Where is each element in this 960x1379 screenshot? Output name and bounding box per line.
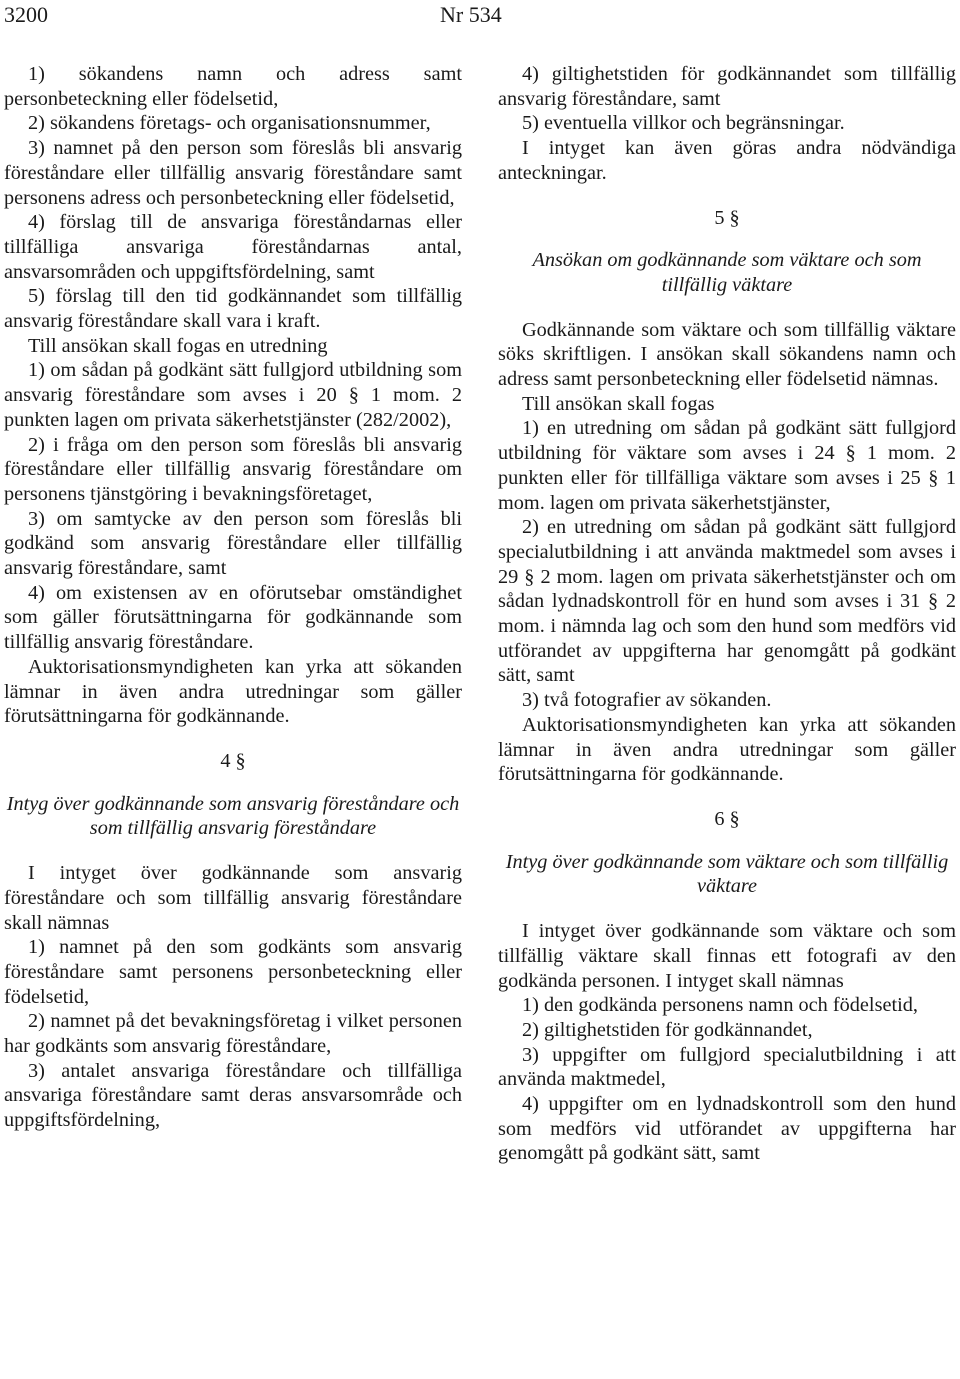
list-item: 2) giltighetstiden för godkännandet,: [522, 1018, 813, 1041]
list-item: 3) om samtycke av den person som föreslås bli godkänd som ansvarig föreståndare eller tillfällig ansvarig föreståndare, samt: [4, 507, 462, 580]
paragraph: Godkännande som väktare och som tillfällig väktare söks skriftligen. I ansökan skall sökandens namn och adress samt personbeteckning eller födelsetid nämnas.: [498, 318, 956, 391]
section-number: 5 §: [714, 206, 740, 229]
list-item: 1) namnet på den som godkänts som ansvarig föreståndare samt personens personbeteckning eller födelsetid,: [4, 936, 462, 1008]
list-item: 4) giltighetstiden för godkännandet som tillfällig ansvarig föreståndare, samt: [498, 63, 956, 110]
list-item: 4) förslag till de ansvariga föreståndarnas eller tillfälliga ansvariga föreståndarnas antal, ansvarsområden och uppgiftsfördelning, samt: [4, 211, 462, 283]
page-header: [0, 0, 960, 30]
list-item: 3) uppgifter om fullgjord specialutbildning i att använda maktmedel,: [498, 1043, 956, 1091]
list-item: 1) en utredning om sådan på godkänt sätt fullgjord utbildning för väktare som avses i 24 § 1 mom. 2 punkten eller för tillfälliga väktare som avses i 25 § 1 mom. lagen om privata säkerhetstjänster,: [498, 417, 956, 514]
left-column: [4, 62, 462, 1133]
list-item: 2) namnet på det bevakningsföretag i vilket personen har godkänts som ansvarig föreståndare,: [4, 1010, 462, 1058]
list-item: 2) sökandens företags- och organisationsnummer,: [28, 112, 431, 135]
section-heading: Intyg över godkännande som ansvarig föreståndare och som tillfällig ansvarig föreståndare: [6, 792, 460, 840]
paragraph: Auktorisationsmyndigheten kan yrka att sökanden lämnar in även andra utredningar som gäller förutsättningarna för godkännande.: [4, 655, 462, 728]
section-heading: Intyg över godkännande som väktare och som tillfällig väktare: [505, 850, 949, 898]
paragraph: I intyget över godkännande som väktare och som tillfällig väktare skall finnas ett fotografi av den godkända personen. I intyget skall nämnas: [498, 920, 956, 992]
page-number: 3200: [4, 2, 48, 27]
list-item: 4) uppgifter om en lydnadskontroll som den hund som medförs vid utförandet av uppgifterna har genomgått på godkänt sätt, samt: [498, 1093, 956, 1165]
paragraph: I intyget över godkännande som ansvarig föreståndare och som tillfällig ansvarig föreståndare skall nämnas: [4, 862, 462, 934]
list-item: 1) sökandens namn och adress samt personbeteckning eller födelsetid,: [4, 63, 462, 110]
list-item: 3) namnet på den person som föreslås bli ansvarig föreståndare eller tillfällig ansvarig föreståndare samt personens adress och personbeteckning eller födelsetid,: [4, 137, 462, 209]
paragraph: I intyget kan även göras andra nödvändiga anteckningar.: [498, 137, 956, 184]
issue-number: Nr 534: [440, 2, 502, 27]
list-item: 2) i fråga om den person som föreslås bli ansvarig föreståndare eller tillfällig ansvarig föreståndare om personens tjänstgöring i bevakningsföretaget,: [4, 433, 462, 505]
list-item: 3) två fotografier av sökanden.: [522, 689, 772, 712]
list-item: 1) den godkända personens namn och födelsetid,: [522, 994, 918, 1017]
paragraph: Till ansökan skall fogas: [522, 392, 715, 415]
list-item: 3) antalet ansvariga föreståndare och tillfälliga ansvariga föreståndare samt deras ansvarsområde och uppgiftsfördelning,: [4, 1059, 462, 1132]
section-number: 4 §: [220, 749, 246, 772]
list-item: 5) eventuella villkor och begränsningar.: [522, 112, 845, 135]
right-column: [498, 62, 956, 1166]
paragraph: Auktorisationsmyndigheten kan yrka att sökanden lämnar in även andra utredningar som gäller förutsättningarna för godkännande.: [498, 713, 956, 786]
list-item: 5) förslag till den tid godkännandet som tillfällig ansvarig föreståndare skall vara i kraft.: [4, 285, 462, 333]
list-item: 2) en utredning om sådan på godkänt sätt fullgjord specialutbildning i att använda maktmedel som avses i 29 § 2 mom. lagen om privata säkerhetstjänster och om sådan lydnadskontroll för en hund som avses i 31 § 2 mom. i nämnda lag och som den hund som medförs vid utförandet av uppgifterna har genomgått på godkänt sätt, samt: [498, 516, 956, 687]
section-number: 6 §: [714, 807, 740, 830]
list-item: 4) om existensen av en oförutsebar omständighet som gäller förutsättningarna för godkännande som tillfällig ansvarig föreståndare.: [4, 581, 462, 654]
list-item: 1) om sådan på godkänt sätt fullgjord utbildning som ansvarig föreståndare som avses i 20 § 1 mom. 2 punkten lagen om privata säkerhetstjänster (282/2002),: [4, 359, 462, 431]
paragraph: Till ansökan skall fogas en utredning: [28, 334, 328, 357]
section-heading: Ansökan om godkännande som väktare och som tillfällig väktare: [532, 249, 922, 296]
